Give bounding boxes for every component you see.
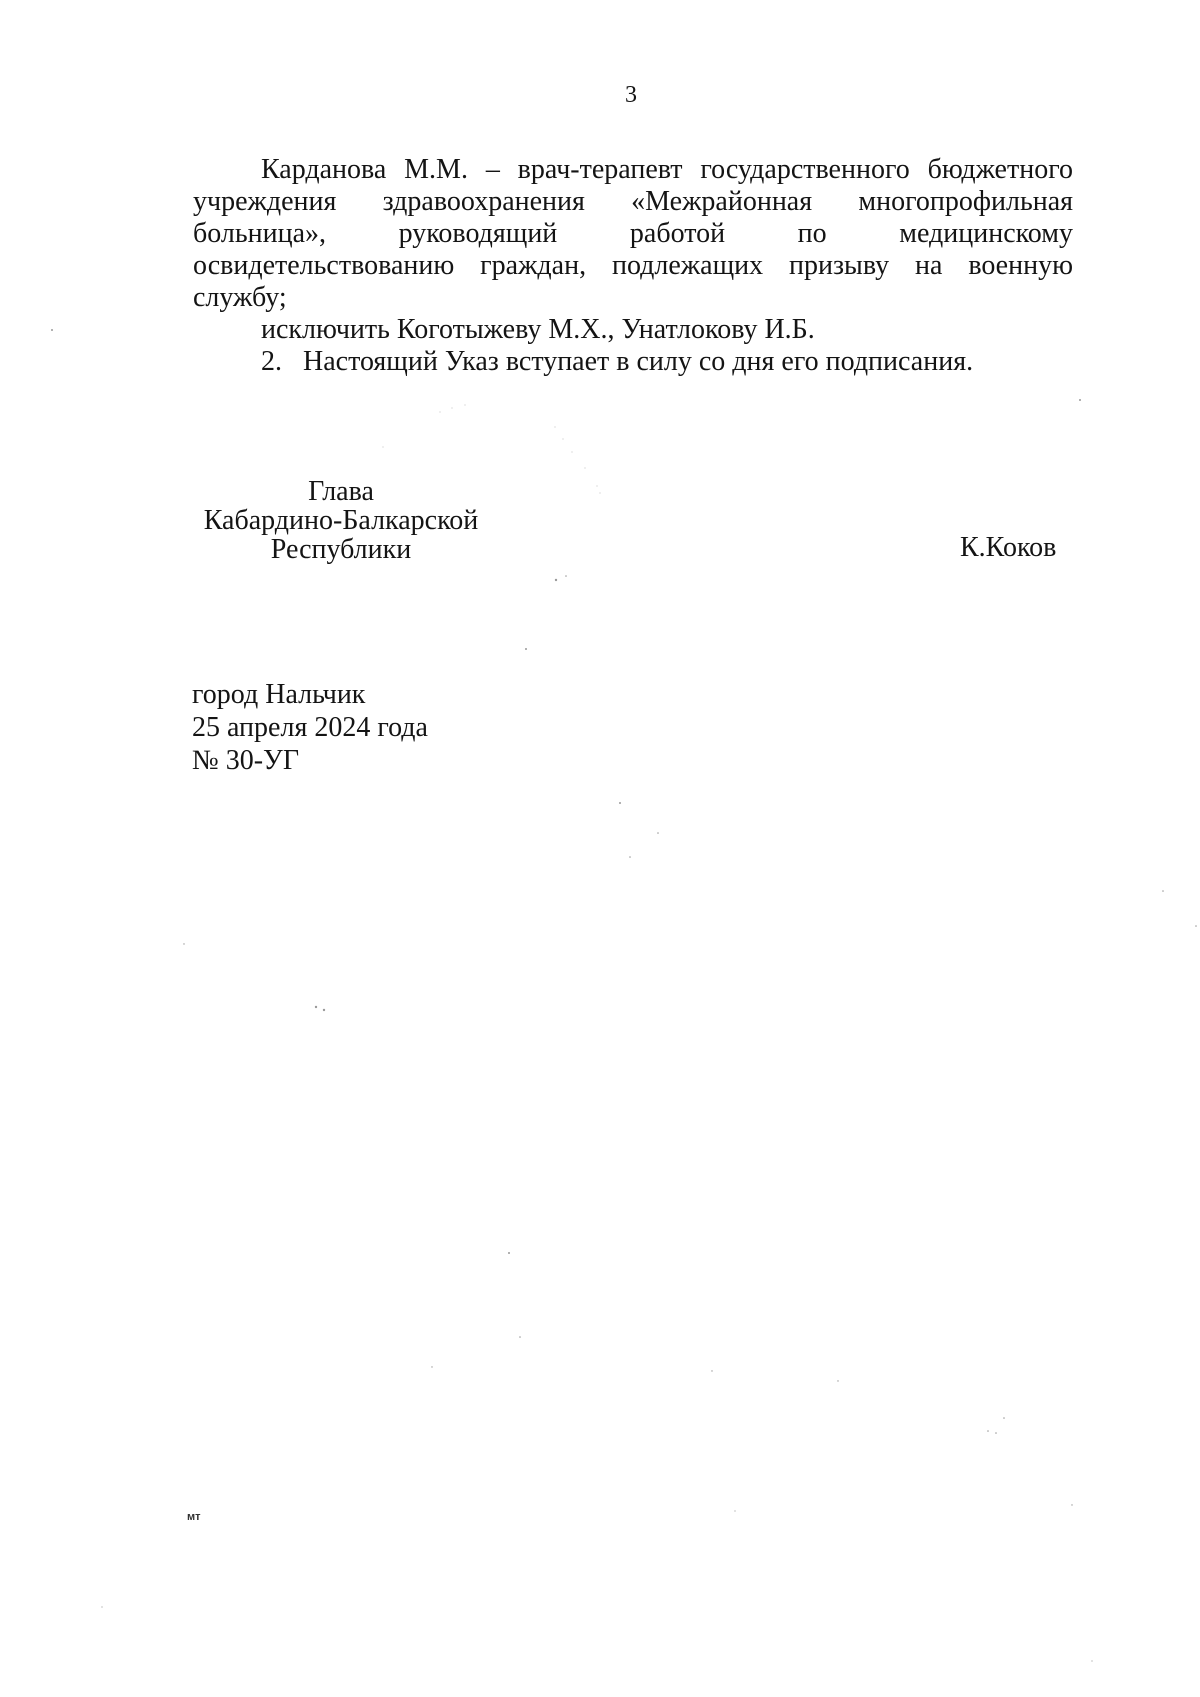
issue-number: № 30-УГ [192,745,300,776]
issue-date: 25 апреля 2024 года [192,712,428,743]
signatory-title-line: Кабардино-Балкарской [203,505,479,536]
paragraph-appointment: Карданова М.М. – врач-терапевт государственного бюджетного учреждения здравоохранения «Межрайонная многопрофильная больница», руководящий работой по медицинскому освидетельствованию граждан, подлежащих призыву на военную службу; [193,154,1073,313]
signatory-name: К.Коков [960,532,1057,563]
paragraph-exclusion: исключить Коготыжеву М.Х., Унатлокову И.Б. [261,314,815,345]
item-text: Настоящий Указ вступает в силу со дня его подписания. [303,346,974,377]
executor-initials: мт [187,1511,201,1523]
page-number: 3 [625,82,637,108]
issue-city: город Нальчик [192,679,366,710]
signatory-title-line: Республики [270,534,412,565]
signatory-title-line: Глава [308,476,374,507]
item-number: 2. [261,346,282,377]
